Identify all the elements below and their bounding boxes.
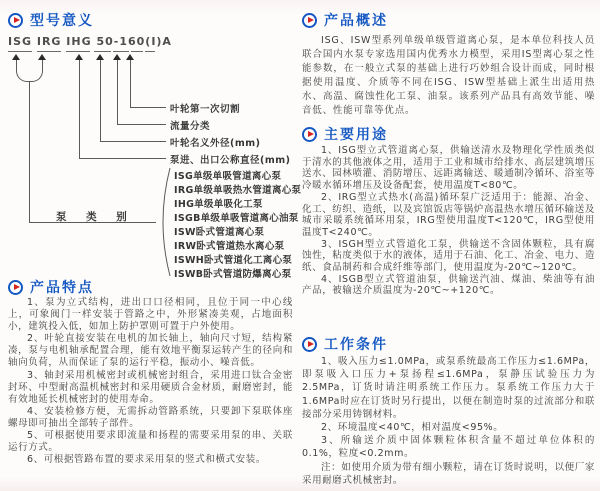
underline <box>66 51 90 52</box>
section-title: 型号意义 <box>30 13 94 29</box>
conditions-header <box>302 334 388 354</box>
play-bullet-icon <box>302 13 317 28</box>
brace-curve <box>152 166 172 278</box>
model-meaning-header <box>8 10 94 30</box>
pump-type-item: ISW卧式管道离心泵 <box>174 227 265 238</box>
connector-line <box>100 60 101 141</box>
underline <box>94 51 111 52</box>
underline <box>37 51 61 52</box>
feature-item: 3、轴封采用机械密封或机械密封组合，采用进口钛合金密封环、中型耐高温机械密封和采用硬质合金材质，耐磨密封，能有效地延长机械密封的使用寿命。 <box>8 369 293 405</box>
callout-label: 泵进、出口公称直径(mm) <box>170 155 291 166</box>
condition-item: 2、环境温度<40℃，相对温度<95%。 <box>321 422 504 434</box>
feature-item: 6、可根据管路布置的要求采用泵的竖式和横式安装。 <box>27 454 266 466</box>
left-column <box>8 0 302 491</box>
play-bullet-icon <box>302 337 317 352</box>
pump-type-item: ISG单级单吸管道离心泵 <box>174 171 282 182</box>
pump-type-item: IRW卧式管道热水离心泵 <box>174 241 285 252</box>
condition-item: 1、吸入压力≤1.0MPa，或泵系统最高工作压力≤1.6MPa，即泵吸入口压力+泵扬程≤1.6MPa，泵静压试验压力为2.5MPa，订货时请注明系统工作压力。泵系统工作压力大于1.6MPa时应在订货时另行提出，以便在制造时泵的过流部分和联接部分采用铸钢材料。 <box>302 356 595 420</box>
model-code-text: ISG IRG IHG 50-160(Ⅰ)A <box>8 35 172 48</box>
play-bullet-icon <box>8 13 23 28</box>
features-header <box>8 277 94 297</box>
pump-type-item: ISGB单级单吸管道离心油泵 <box>174 213 299 224</box>
feature-item: 2、叶轮直接安装在电机的加长轴上，轴向尺寸短，结构紧凑，泵与电机轴承配置合理，能有效地平衡泵运转产生的径向和轴向负荷，从而保证了泵的运行平稳，振动小、噪音低。 <box>8 333 293 369</box>
pump-type-item: IHG单级单吸化工泵 <box>174 199 263 210</box>
usage-item: 3、ISGH型立式管道化工泵，供输送不含固体颗粒，具有腐蚀性，粘度类似于水的液体，适用于石油、化工、冶金、电力、造纸、食品制药和合成纤维等部门，使用温度为-20℃~120℃。 <box>302 238 595 274</box>
pump-type-item: ISWH卧式管道化工离心泵 <box>174 255 293 266</box>
feature-item: 4、安装检修方便，无需拆动管路系统，只要卸下泵联体座螺母即可抽出全部转子部件。 <box>8 405 293 429</box>
connector-line <box>130 107 166 108</box>
pump-type-item: IRG单级单吸热水管道离心泵 <box>174 185 302 196</box>
callout-label: 叶轮名义外径(mm) <box>170 138 261 149</box>
connector-line <box>29 82 30 222</box>
usage-body <box>302 145 595 297</box>
play-bullet-icon <box>302 127 317 142</box>
condition-note: 注：如使用介质为带有细小颗粒，请在订货时说明，以便厂家采用耐磨式机械密封。 <box>302 461 595 486</box>
section-title: 工作条件 <box>324 337 388 353</box>
underline <box>131 51 143 52</box>
callout-label: 叶轮第一次切割 <box>170 104 241 115</box>
overview-body <box>302 34 595 118</box>
connector-line <box>117 60 118 124</box>
underline <box>145 51 155 52</box>
overview-header <box>302 10 388 30</box>
connector-line <box>79 158 166 159</box>
section-title: 产品概述 <box>324 13 388 29</box>
play-bullet-icon <box>8 280 23 295</box>
usage-item: 2、IRG型立式热水(高温)循环泵广泛适用于：能源、冶金、化工、纺织、造纸，以及宾馆饭店等锅炉高温热水增压循环输送及城市采暖系统循环用泵，IRG型使用温度T<120℃，IRG型使用温度T<240℃。 <box>302 191 595 238</box>
usage-item: 1、ISG型立式管道离心泵，供输送清水及物理化学性质类似于清水的其他液体之用，适用于工业和城市给排水、高层建筑增压送水、园林喷灌、消防增压、远距离输送、暖通制冷循环、浴室等冷暖水循环增压及设备配套，使用温度T<80℃。 <box>302 145 595 192</box>
pump-category-label: 泵 类 别 <box>56 211 135 223</box>
connector-line <box>130 60 131 107</box>
usage-header <box>302 124 388 144</box>
feature-item: 1、泵为立式结构，进出口口径相同，且位于同一中心线上，可象阀门一样安装于管路之中，外形紧凑美观，占地面积小，建筑投入低，如加上防护罩则可置于户外使用。 <box>8 297 293 333</box>
right-column <box>302 0 595 491</box>
features-body <box>8 297 293 466</box>
condition-item: 3、所输送介质中固体颗粒体积含量不超过单位体积的0.1%，粒度<0.2mm。 <box>302 435 595 460</box>
section-title: 产品特点 <box>30 280 94 296</box>
usage-item: 4、ISGB型立式管道油泵，供输送汽油、煤油、柴油等有油产品，被输送介质温度为-20℃~+120℃。 <box>302 273 595 297</box>
overview-paragraph: ISG、ISW型系列单级单级管道离心泵，是本单位科技人员联合国内水泵专家选用国内优秀水力模型，采用IS型离心泵之性能参数，在一般立式泵的基础上进行巧妙组合设计而成，同时根据使用温度、介质等不同在ISG、ISW型基础上派生出适用热水、高温、腐蚀性化工泵、油泵。该系列产品具有高效节能、噪音低、性能可靠等优点。 <box>302 35 595 116</box>
feature-item: 5、可根据使用要求即流量和扬程的需要采用泵的串、关联运行方式。 <box>8 430 293 454</box>
connector-line <box>79 60 80 158</box>
connector-line <box>117 124 166 125</box>
section-title: 主要用途 <box>324 127 388 143</box>
connector-line <box>100 141 166 142</box>
conditions-body <box>302 355 595 487</box>
underline <box>8 51 32 52</box>
underline <box>113 51 129 52</box>
pump-type-item: ISWB卧式管道防爆离心泵 <box>174 269 292 280</box>
callout-label: 流量分类 <box>170 121 211 132</box>
connector-u-join <box>16 60 43 82</box>
model-code-diagram <box>8 34 302 280</box>
